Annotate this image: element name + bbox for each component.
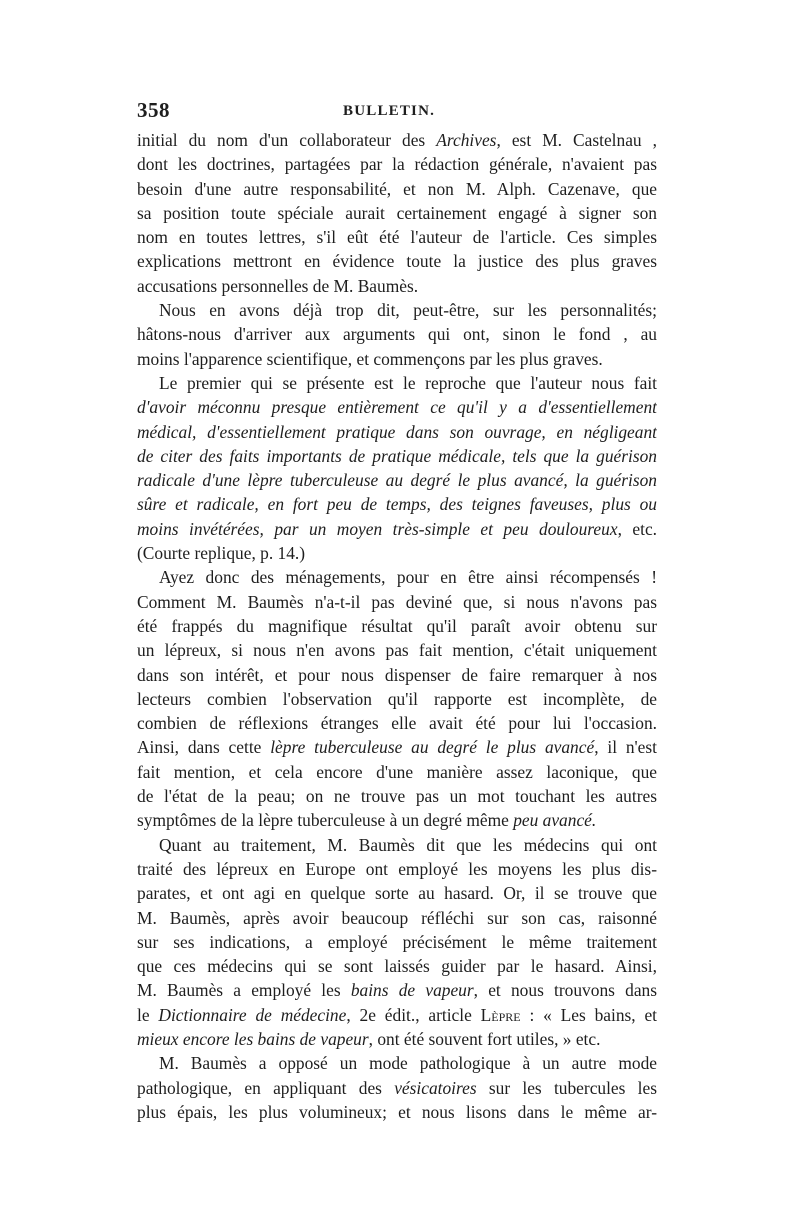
text-segment: pathologique, en appliquant des [137,1077,395,1098]
text-segment: hâtons-nous d'arriver aux arguments qui ont, sinon le fond , au [137,324,657,345]
text-segment: de l'état de la peau; on ne trouve pas un mot touchant les autres [137,786,657,807]
page-number: 358 [137,98,170,122]
text-segment: traité des lépreux en Europe ont employé les moyens les plus dis- [137,858,657,879]
text-segment: symptômes de la lèpre tuberculeuse à un degré même [137,810,514,831]
text-segment: que ces médecins qui se sont laissés guider par le hasard. Ainsi, [137,956,657,977]
italic-text: sûre et radicale, en fort peu de temps, des teignes faveuses, plus ou [137,494,657,515]
italic-text: bains de vapeur [350,980,474,1001]
text-segment: initial du nom d'un collaborateur des [137,130,437,150]
text-segment: fait mention, et cela encore d'une manière assez laconique, que [137,761,657,782]
text-segment: dans son intérêt, et pour nous dispenser de faire remarquer à nos [137,664,657,685]
text-segment: besoin d'une autre responsabilité, et non M. Alph. Cazenave, que [137,178,657,199]
text-line [137,735,657,759]
text-line [137,590,657,614]
text-segment: sur les tubercules les [476,1077,657,1098]
text-line [137,322,657,346]
text-line [137,614,657,638]
text-segment: moins l'apparence scientifique, et commençons par les plus graves. [137,348,603,369]
text-line [137,152,657,176]
text-line [137,492,657,516]
text-segment: nom en toutes lettres, s'il eût été l'auteur de l'article. Ces simples [137,227,657,248]
text-segment: , et nous trouvons dans [473,980,657,1001]
text-line [137,638,657,662]
text-segment: , il n'est [594,737,657,758]
body-text [137,128,657,1124]
text-line [137,201,657,225]
italic-text: Archives [436,130,497,150]
text-segment: , est M. Castelnau , [496,130,657,150]
small-caps-text: Lèpre [480,1004,521,1025]
text-line [137,1100,657,1124]
text-segment: , ont été souvent fort utiles, » etc. [368,1028,601,1049]
running-title: BULLETIN. [343,103,436,119]
text-line [137,1051,657,1075]
italic-text: lèpre tuberculeuse au degré le plus avancé [270,737,595,758]
text-segment: explications mettront en évidence toute la justice des plus graves [137,251,657,272]
text-line [137,978,657,1002]
text-segment: Quant au traitement, M. Baumès dit que les médecins qui ont [159,834,657,855]
text-segment: Le premier qui se présente est le reproche que l'auteur nous fait [159,372,657,393]
text-segment: sa position toute spéciale aurait certainement engagé à signer son [137,202,657,223]
text-line [137,298,657,322]
text-line [137,517,657,541]
text-line [137,565,657,589]
text-segment: sur ses indications, a employé précisément le même traitement [137,931,657,952]
italic-text: moins invétérées, par un moyen très-simple et peu douloureux [137,518,618,539]
text-line [137,274,657,298]
italic-text: peu avancé. [513,810,597,831]
text-line [137,808,657,832]
italic-text: Dictionnaire de médecine [158,1004,347,1025]
text-line [137,906,657,930]
text-segment: un lépreux, si nous n'en avons pas fait mention, c'était uniquement [137,640,657,661]
italic-text: radicale d'une lèpre tuberculeuse au degré le plus avancé, la guérison [137,470,657,491]
text-line [137,760,657,784]
text-line [137,420,657,444]
italic-text: mieux encore les bains de vapeur [137,1028,369,1049]
text-line [137,881,657,905]
text-line [137,395,657,419]
text-segment: lecteurs combien l'observation qu'il rapporte est incomplète, de [137,688,657,709]
text-line [137,249,657,273]
text-segment: Comment M. Baumès n'a-t-il pas deviné que, si nous n'avons pas [137,591,657,612]
text-line [137,857,657,881]
text-segment: M. Baumès a opposé un mode pathologique à un autre mode [159,1053,657,1074]
italic-text: d'avoir méconnu presque entièrement ce qu'il y a d'essentiellement [137,397,657,418]
italic-text: médical, d'essentiellement pratique dans son ouvrage, en négligeant [137,421,657,442]
text-line [137,1076,657,1100]
text-line [137,833,657,857]
text-line [137,1027,657,1051]
text-segment: Ainsi, dans cette [137,737,271,758]
text-line [137,347,657,371]
text-segment: parates, et ont agi en quelque sorte au hasard. Or, il se trouve que [137,883,657,904]
text-line [137,225,657,249]
text-segment: Ayez donc des ménagements, pour en être ainsi récompensés ! [159,567,657,588]
page-header [137,98,657,128]
text-line [137,444,657,468]
text-line [137,954,657,978]
text-line [137,128,657,152]
text-segment: accusations personnelles de M. Baumès. [137,275,419,296]
text-line [137,468,657,492]
text-line [137,371,657,395]
text-line [137,687,657,711]
italic-text: de citer des faits importants de pratique médicale, tels que la guérison [137,445,657,466]
text-segment: M. Baumès, après avoir beaucoup réfléchi sur son cas, raisonné [137,907,657,928]
text-segment: : « Les bains, et [520,1004,657,1025]
text-segment: (Courte replique, p. 14.) [137,543,306,564]
text-segment: M. Baumès a employé les [137,980,351,1001]
text-segment: , etc. [617,518,657,539]
text-segment: plus épais, les plus volumineux; et nous lisons dans le même ar- [137,1101,657,1122]
text-line [137,711,657,735]
text-segment: Nous en avons déjà trop dit, peut-être, sur les personnalités; [159,300,657,321]
text-segment: combien de réflexions étranges elle avait été pour lui l'occasion. [137,713,657,734]
italic-text: vésicatoires [394,1077,477,1098]
text-segment: dont les doctrines, partagées par la rédaction générale, n'avaient pas [137,154,657,175]
text-segment: le [137,1004,159,1025]
text-line [137,663,657,687]
text-line [137,541,657,565]
text-line [137,1003,657,1027]
text-segment: été frappés du magnifique résultat qu'il paraît avoir obtenu sur [137,615,657,636]
text-line [137,177,657,201]
text-line [137,930,657,954]
text-segment: , 2e édit., article [346,1004,481,1025]
text-line [137,784,657,808]
